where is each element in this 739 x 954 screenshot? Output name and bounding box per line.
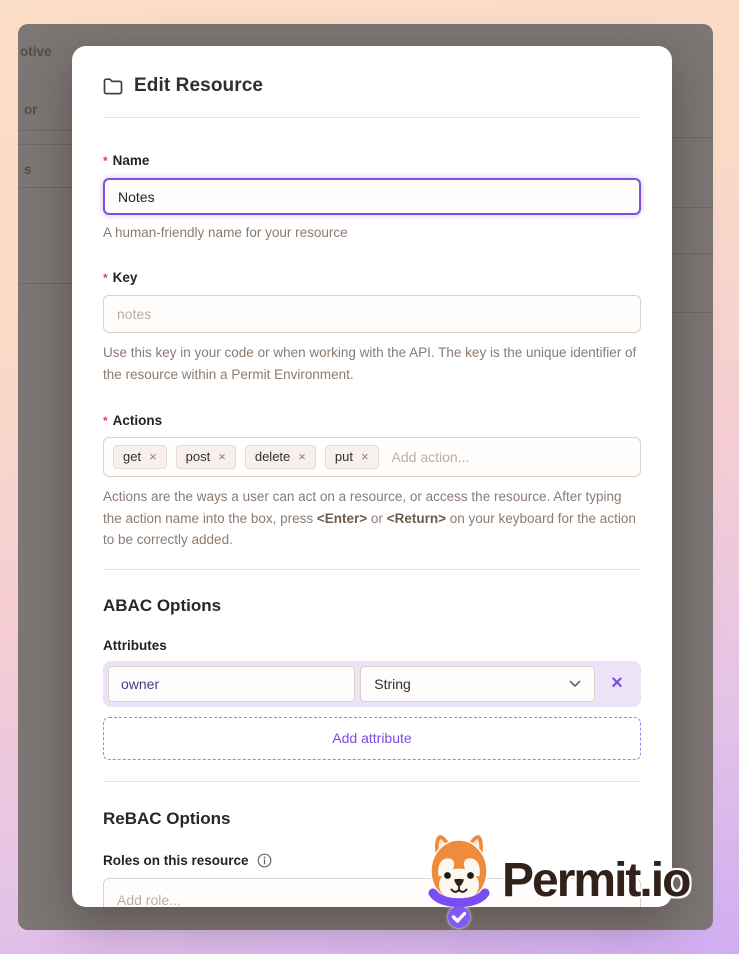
remove-attribute-button[interactable] xyxy=(600,666,634,702)
background-text-fragment: or xyxy=(24,102,38,117)
permit-io-logo xyxy=(423,831,689,931)
key-field-label: * Key xyxy=(103,270,138,285)
add-attribute-button[interactable]: Add attribute xyxy=(103,717,641,760)
abac-options-heading: ABAC Options xyxy=(103,595,222,615)
required-asterisk: * xyxy=(103,154,108,168)
attribute-row xyxy=(103,661,641,707)
remove-tag-icon[interactable]: × xyxy=(360,449,369,464)
required-asterisk: * xyxy=(103,271,108,285)
attributes-label: Attributes xyxy=(103,637,167,653)
background-table-line xyxy=(18,283,74,284)
modal-header xyxy=(103,74,641,98)
remove-tag-icon[interactable]: × xyxy=(298,449,306,464)
action-tag-label: delete xyxy=(254,449,291,464)
rebac-options-heading: ReBAC Options xyxy=(103,808,231,828)
required-asterisk: * xyxy=(103,414,108,428)
key-input[interactable] xyxy=(103,295,641,333)
attribute-type-select[interactable] xyxy=(360,666,595,702)
remove-tag-icon[interactable]: × xyxy=(218,449,226,464)
background-table-line xyxy=(670,253,713,254)
folder-icon xyxy=(103,78,123,95)
edit-resource-modal xyxy=(72,46,672,907)
roles-label: Roles on this resource xyxy=(103,853,249,868)
background-table-line xyxy=(18,144,74,145)
permit-io-wordmark: Permit.io xyxy=(502,854,690,907)
close-icon: × xyxy=(611,672,623,694)
action-tag-label: put xyxy=(334,449,353,464)
divider xyxy=(103,569,641,570)
action-tag-label: post xyxy=(185,449,211,464)
name-input[interactable] xyxy=(103,178,641,215)
divider xyxy=(103,117,641,118)
action-tag xyxy=(176,445,236,469)
background-table-line xyxy=(670,207,713,208)
add-action-placeholder: Add action... xyxy=(391,449,470,465)
divider xyxy=(103,781,641,782)
action-tag xyxy=(245,445,316,469)
actions-field-label: * Actions xyxy=(103,413,163,428)
actions-tag-input[interactable] xyxy=(103,437,641,477)
background-table-line xyxy=(18,187,74,188)
action-tag xyxy=(325,445,379,469)
background-table-line xyxy=(670,137,713,138)
action-tag-label: get xyxy=(123,449,142,464)
background-text-fragment: s xyxy=(24,162,32,177)
modal-title: Edit Resource xyxy=(134,75,264,96)
enter-key-hint: <Enter> xyxy=(316,510,368,526)
background-table-line xyxy=(18,130,74,131)
action-tag xyxy=(113,445,167,469)
attribute-name-input[interactable] xyxy=(108,666,355,702)
actions-helper-text: Actions are the ways a user can act on a resource, or access the resource. After typing the action name into the box, press <Enter> or <Return> on your keyboard for the action to be correctly added. xyxy=(103,489,636,547)
background-table-line xyxy=(670,312,713,313)
background-text-fragment: otive xyxy=(20,44,52,59)
name-field-label: * Name xyxy=(103,153,150,168)
fox-mascot-icon xyxy=(423,831,495,931)
attribute-type-value: String xyxy=(374,675,411,692)
remove-tag-icon[interactable]: × xyxy=(149,449,157,464)
name-helper-text: A human-friendly name for your resource xyxy=(103,225,348,240)
return-key-hint: <Return> xyxy=(386,510,446,526)
key-helper-text: Use this key in your code or when working with the API. The key is the unique identifier of the resource within a Permit Environment. xyxy=(103,345,637,382)
chevron-down-icon xyxy=(569,680,581,688)
info-icon[interactable] xyxy=(257,853,272,868)
